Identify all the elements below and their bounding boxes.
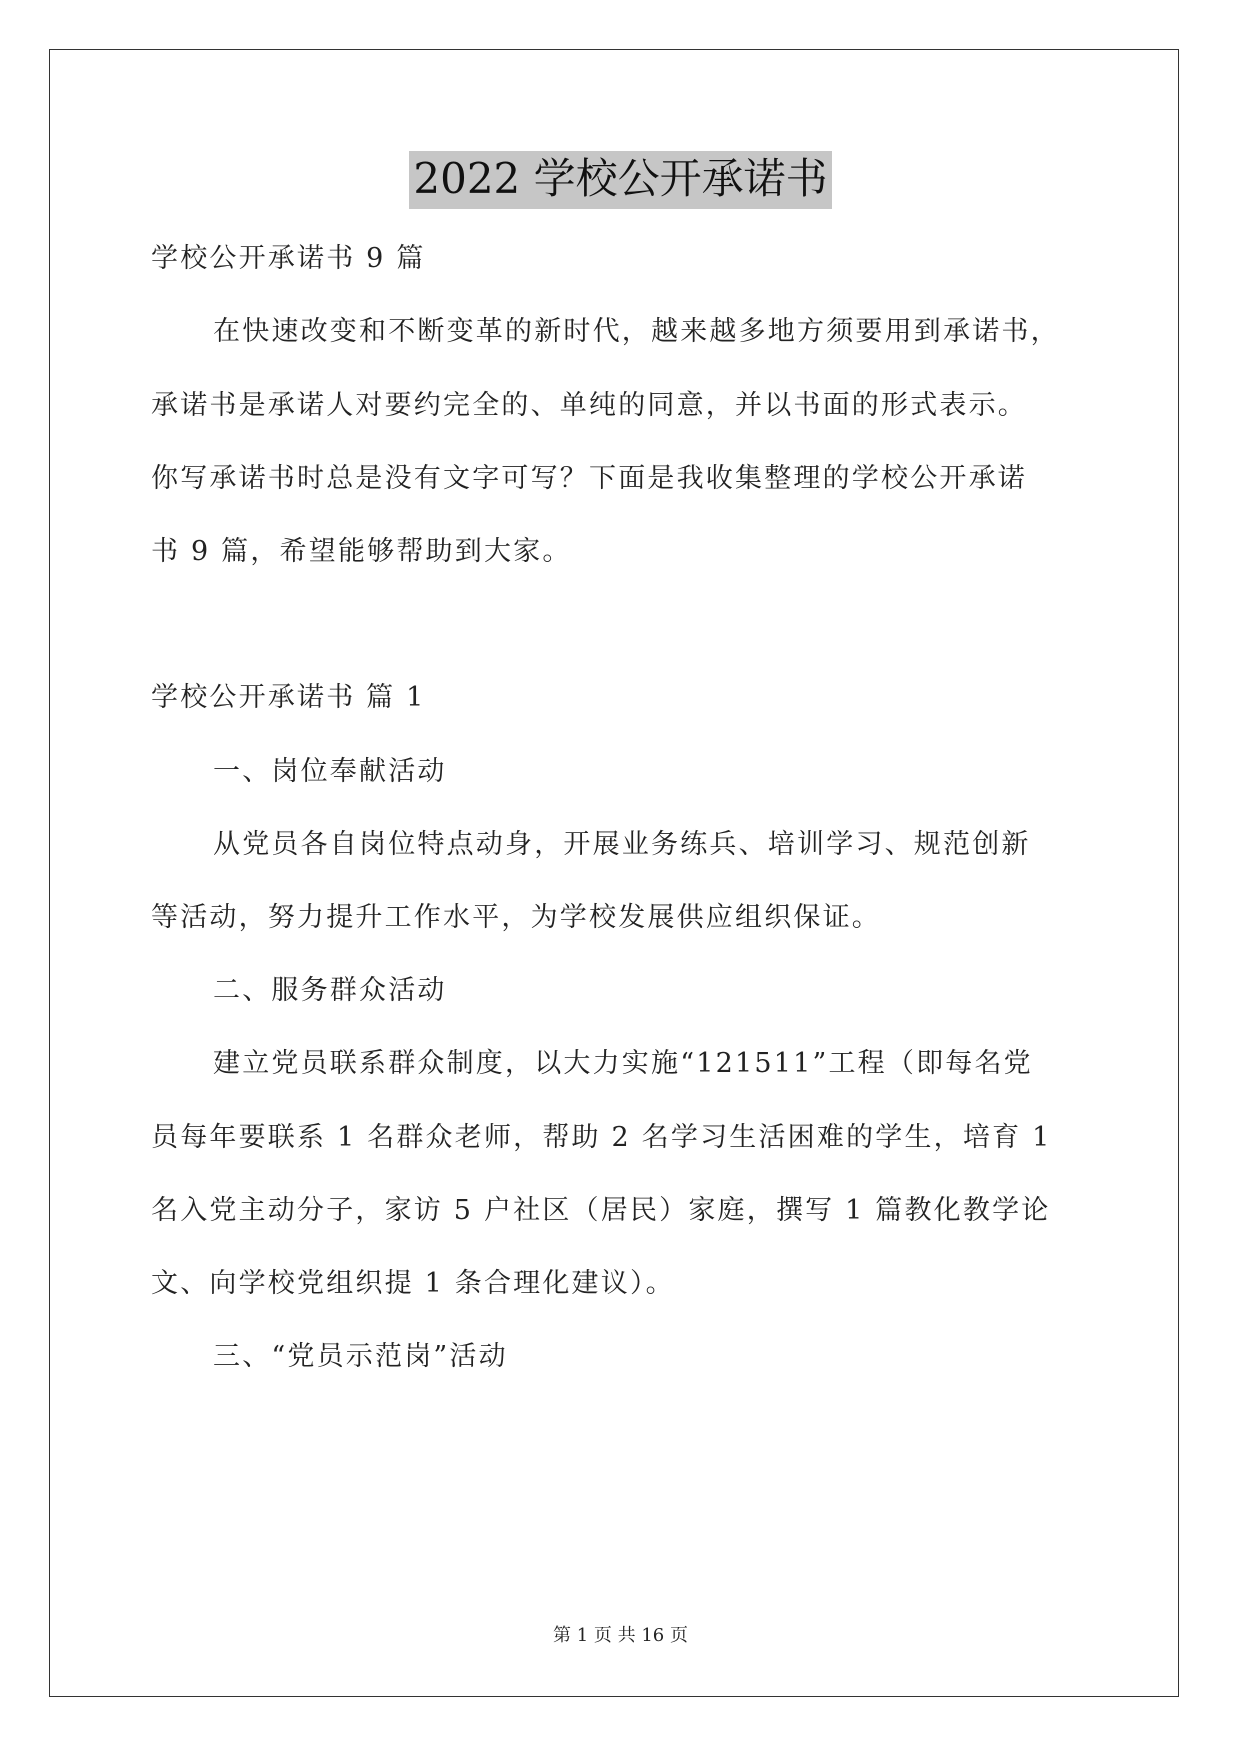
- intro-line-2: 承诺书是承诺人对要约完全的、单纯的同意，并以书面的形式表示。: [151, 390, 1027, 421]
- paragraph-2-line-3: 名入党主动分子，家访 5 户社区（居民）家庭，撰写 1 篇教化教学论: [151, 1195, 1051, 1226]
- paragraph-2-line-1: 建立党员联系群众制度，以大力实施“121511”工程（即每名党: [213, 1048, 1033, 1079]
- page-border: [49, 49, 1179, 1697]
- intro-line-3: 你写承诺书时总是没有文字可写？下面是我收集整理的学校公开承诺: [151, 463, 1027, 494]
- title-container: [0, 151, 1241, 209]
- paragraph-1-line-1: 从党员各自岗位特点动身，开展业务练兵、培训学习、规范创新: [213, 829, 1031, 860]
- document-title: 2022 学校公开承诺书: [409, 151, 831, 209]
- item-heading-1: 一、岗位奉献活动: [213, 756, 447, 787]
- paragraph-2-line-2: 员每年要联系 1 名群众老师，帮助 2 名学习生活困难的学生，培育 1: [151, 1122, 1052, 1153]
- item-heading-3: 三、“党员示范岗”活动: [213, 1341, 508, 1372]
- paragraph-1-line-2: 等活动，努力提升工作水平，为学校发展供应组织保证。: [151, 902, 881, 933]
- item-heading-2: 二、服务群众活动: [213, 975, 447, 1006]
- subtitle-line: 学校公开承诺书 9 篇: [151, 243, 426, 274]
- paragraph-2-line-4: 文、向学校党组织提 1 条合理化建议）。: [151, 1268, 675, 1299]
- section-heading: 学校公开承诺书 篇 1: [151, 682, 426, 713]
- intro-line-4: 书 9 篇，希望能够帮助到大家。: [151, 536, 572, 567]
- intro-line-1: 在快速改变和不断变革的新时代，越来越多地方须要用到承诺书，: [213, 316, 1060, 347]
- page-number-footer: 第 1 页 共 16 页: [553, 1625, 688, 1646]
